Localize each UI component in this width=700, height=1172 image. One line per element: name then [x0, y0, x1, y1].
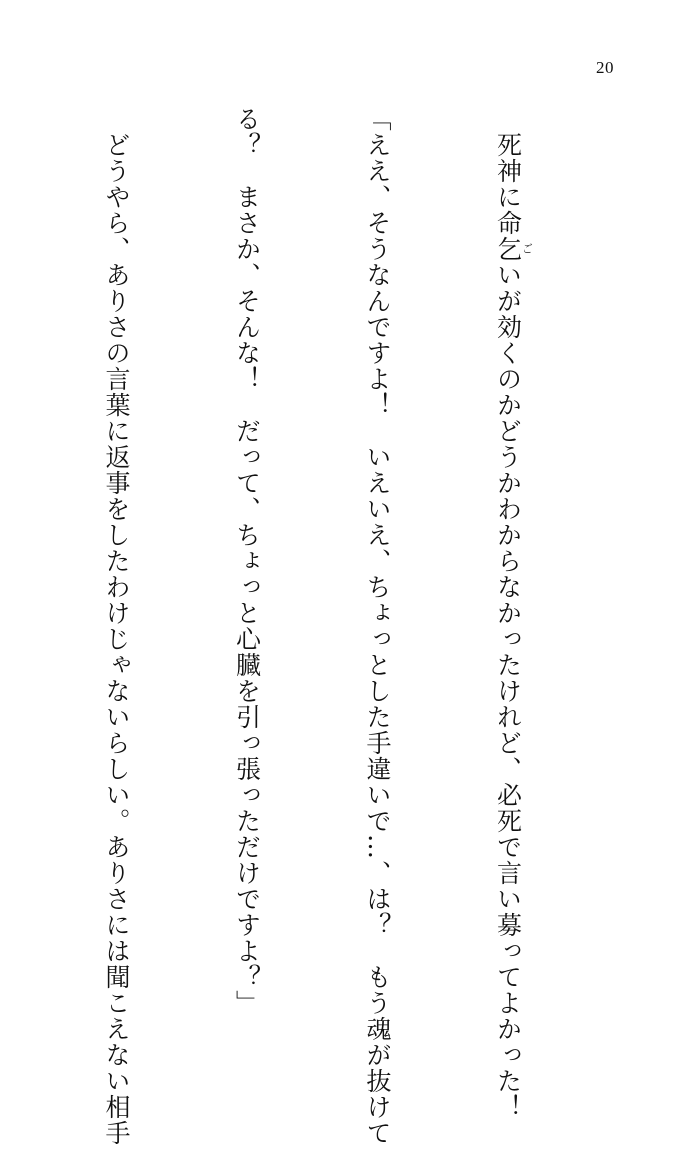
ruby-annotation: 乞ご [493, 236, 534, 262]
text-line-3: る？ まさか、そんな！ だって、ちょっと心臓を引っ張っただけですよ？」 [232, 106, 262, 1016]
text-line-2: 「ええ、そうなんですよ！ いえいえ、ちょっとした手違いで…、は？ もう魂が抜けて [363, 106, 392, 1146]
page-number: 20 [596, 58, 614, 77]
text-line-4: どうやら、ありさの言葉に返事をしたわけじゃないらしい。ありさには聞こえない相手 [102, 106, 131, 1146]
vertical-body-text [0, 106, 620, 1146]
text-line-5 [0, 106, 8, 966]
text-line-1: 死神に命乞ごいが効くのかどうかわからなかったけれど、必死で言い募ってよかった！ [493, 106, 534, 1120]
